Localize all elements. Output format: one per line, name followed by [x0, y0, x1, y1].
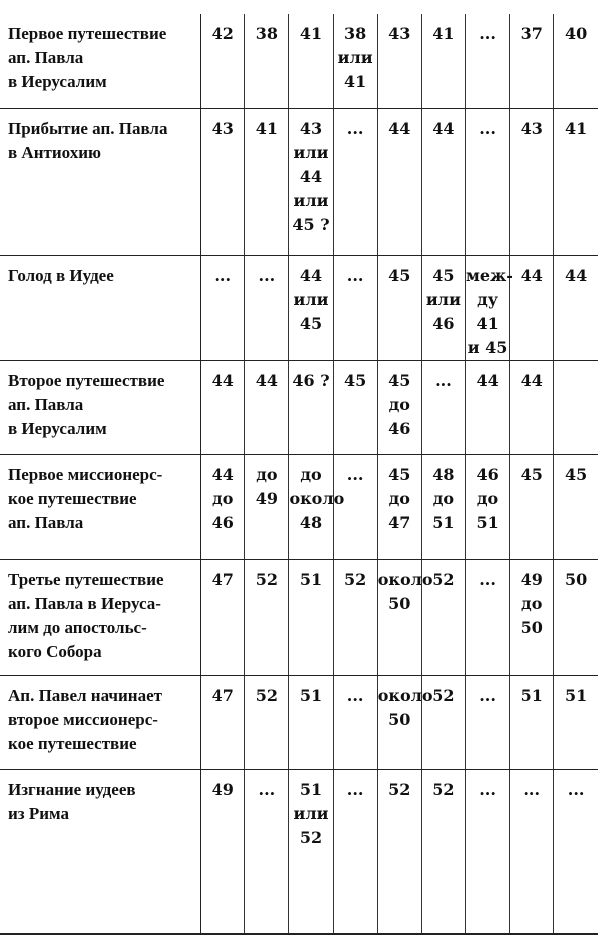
- event-cell: [0, 255, 201, 360]
- date-cell: 46 ?: [289, 360, 333, 454]
- date-cell: около 50: [377, 675, 421, 769]
- date-cell: 41: [289, 14, 333, 108]
- date-cell: ...: [333, 675, 377, 769]
- event-line: кого Собора: [8, 641, 102, 661]
- date-cell: 44: [245, 360, 289, 454]
- event-line: Первое путешествие: [8, 24, 167, 43]
- date-cell: 43: [377, 14, 421, 108]
- table-row: [0, 454, 598, 559]
- event-line: Второе путешествие: [8, 370, 165, 390]
- date-cell: 44 до 46: [201, 454, 245, 559]
- date-cell: ...: [333, 454, 377, 559]
- event-line: Первое миссионерс-: [8, 464, 163, 484]
- event-cell: [0, 14, 201, 108]
- date-cell: 51: [289, 675, 333, 769]
- event-cell: [0, 769, 201, 934]
- event-line: в Иерусалим: [8, 72, 107, 91]
- date-cell: 50: [554, 559, 598, 675]
- date-cell: 44 или 45: [289, 255, 333, 360]
- event-line: кое путешествие: [8, 733, 137, 753]
- date-cell: 38 или 41: [333, 14, 377, 108]
- date-cell: 45 до 46: [377, 360, 421, 454]
- date-cell: 41: [421, 14, 465, 108]
- date-cell: ...: [466, 14, 510, 108]
- date-cell: 43: [201, 108, 245, 255]
- date-cell: ...: [554, 769, 598, 934]
- date-cell: 45: [510, 454, 554, 559]
- date-cell: 51: [554, 675, 598, 769]
- event-cell: [0, 675, 201, 769]
- table-row: [0, 360, 598, 454]
- event-line: ап. Павла: [8, 394, 84, 414]
- chronology-table: [0, 14, 598, 935]
- date-cell: 51: [510, 675, 554, 769]
- date-cell: 45: [333, 360, 377, 454]
- event-cell: [0, 108, 201, 255]
- date-cell: 52: [333, 559, 377, 675]
- date-cell: 52: [421, 769, 465, 934]
- date-cell: ...: [466, 675, 510, 769]
- table-row: [0, 14, 598, 108]
- date-cell: 47: [201, 559, 245, 675]
- table-row: [0, 675, 598, 769]
- date-cell: ...: [466, 108, 510, 255]
- date-cell: 38: [245, 14, 289, 108]
- event-line: ап. Павла: [8, 512, 84, 532]
- date-cell: 44: [421, 108, 465, 255]
- event-line: лим до апостольс-: [8, 617, 147, 637]
- table-row: [0, 108, 598, 255]
- date-cell: ...: [333, 769, 377, 934]
- date-cell: 43 или 44 или 45 ?: [289, 108, 333, 255]
- date-cell: 44: [554, 255, 598, 360]
- date-cell: 52: [245, 675, 289, 769]
- date-cell: 49: [201, 769, 245, 934]
- event-line: ап. Павла: [8, 48, 84, 67]
- date-cell: 52: [421, 559, 465, 675]
- date-cell: ...: [421, 360, 465, 454]
- event-line: Голод в Иудее: [8, 265, 114, 285]
- event-line: кое путешествие: [8, 488, 137, 508]
- date-cell: 47: [201, 675, 245, 769]
- date-cell: 44: [510, 360, 554, 454]
- date-cell: меж- ду 41 и 45: [466, 255, 510, 360]
- event-line: ап. Павла в Иеруса-: [8, 593, 161, 613]
- date-cell: 52: [245, 559, 289, 675]
- table-body: [0, 14, 598, 934]
- date-cell: 44: [466, 360, 510, 454]
- table-row: [0, 769, 598, 934]
- date-cell: 45: [377, 255, 421, 360]
- date-cell: ...: [333, 255, 377, 360]
- date-cell: 41: [554, 108, 598, 255]
- date-cell: 45: [554, 454, 598, 559]
- date-cell: [554, 360, 598, 454]
- date-cell: 51: [289, 559, 333, 675]
- date-cell: 41: [245, 108, 289, 255]
- event-line: в Иерусалим: [8, 418, 107, 438]
- date-cell: ...: [333, 108, 377, 255]
- date-cell: 52: [421, 675, 465, 769]
- date-cell: 40: [554, 14, 598, 108]
- date-cell: 52: [377, 769, 421, 934]
- date-cell: ...: [466, 559, 510, 675]
- table-row: [0, 559, 598, 675]
- date-cell: ...: [245, 255, 289, 360]
- event-cell: [0, 454, 201, 559]
- event-line: Третье путешествие: [8, 569, 164, 589]
- event-cell: [0, 559, 201, 675]
- date-cell: ...: [466, 769, 510, 934]
- date-cell: ...: [201, 255, 245, 360]
- date-cell: 44: [201, 360, 245, 454]
- date-cell: 44: [510, 255, 554, 360]
- event-line: Прибытие ап. Павла: [8, 118, 168, 138]
- date-cell: ...: [245, 769, 289, 934]
- date-cell: 45 или 46: [421, 255, 465, 360]
- date-cell: ...: [510, 769, 554, 934]
- event-line: в Антиохию: [8, 142, 102, 162]
- event-line: Ап. Павел начинает: [8, 685, 162, 705]
- date-cell: 37: [510, 14, 554, 108]
- event-cell: [0, 360, 201, 454]
- event-line: Изгнание иудеев: [8, 779, 136, 799]
- event-line: второе миссионерс-: [8, 709, 158, 729]
- date-cell: до 49: [245, 454, 289, 559]
- date-cell: около 50: [377, 559, 421, 675]
- event-line: из Рима: [8, 803, 70, 823]
- date-cell: до около 48: [289, 454, 333, 559]
- date-cell: 45 до 47: [377, 454, 421, 559]
- date-cell: 43: [510, 108, 554, 255]
- date-cell: 51 или 52: [289, 769, 333, 934]
- date-cell: 48 до 51: [421, 454, 465, 559]
- date-cell: 42: [201, 14, 245, 108]
- table-row: [0, 255, 598, 360]
- date-cell: 44: [377, 108, 421, 255]
- date-cell: 49 до 50: [510, 559, 554, 675]
- date-cell: 46 до 51: [466, 454, 510, 559]
